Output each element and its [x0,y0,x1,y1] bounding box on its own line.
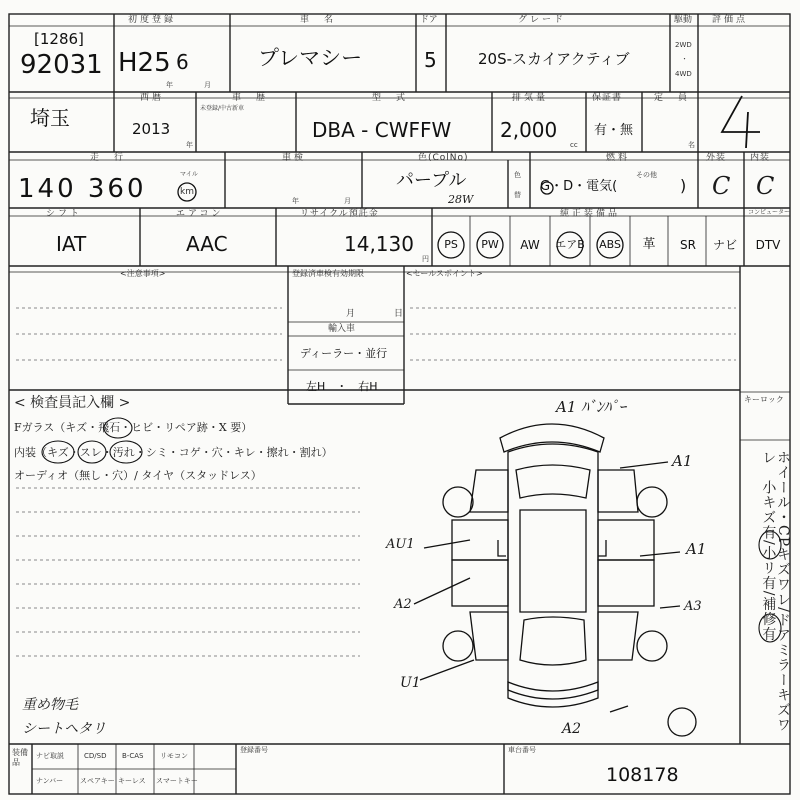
mileage-label: 走 行 [90,153,127,163]
month-unit: 月 [204,81,211,89]
exterior-grade: C [712,172,731,200]
model-type: DBA - CWFFW [312,118,452,142]
caution-label: <注意事項> [120,269,166,278]
equip-label: 純正装備品 [560,209,621,219]
damage-left-rear-door: A2 [394,597,412,612]
key-lock-label: キーロック [744,395,784,404]
frame-number: 108178 [606,764,679,786]
expiry-day: 日 [394,309,404,319]
option-spare-key: スペアキー [80,777,115,785]
sales-point-label: <セールスポイント> [406,269,483,278]
damage-left-front-door: AU1 [386,537,415,552]
disp-label: 排気量 [512,93,549,103]
option-keyless: キーレス [118,777,146,785]
mileage-km: km [180,187,194,197]
inspector-line-interior: 内装（キズ・スレ・汚れ・シミ・コゲ・穴・キレ・擦れ・割れ） [14,446,333,459]
frame-label: 車台番号 [508,746,536,754]
kiroku-label: 登録済車検有効期限 [292,269,364,278]
drive-label: 駆動 [674,15,693,25]
option-navi-manual: ナビ取説 [36,752,64,760]
displacement: 2,000 [500,118,558,142]
color-label: 色(ColNo) [418,153,469,163]
inspector-line-audio: オーディオ（無し・穴）/ タイヤ（スタッドレス） [14,469,262,482]
expiry-month: 月 [346,309,356,319]
option-bcas: B-CAS [122,752,144,760]
handwritten-note-2: シートヘタリ [22,721,106,737]
dealer-option: ディーラー・並行 [300,347,388,360]
import-label: 輸入車 [328,324,356,334]
equip-leather: 革 [642,237,656,252]
damage-right-fender: A1 [672,452,693,470]
equip-abs: ABS [599,238,621,251]
type-label: 型 式 [372,93,409,103]
drive-2wd: 2WD [675,41,692,49]
recycle-value: 14,130 [344,232,414,256]
side-vertical-note: ホイール・CPキズワレ/ドアミラーキズワレ 小キズ有/小リ有/補修有 [760,450,791,733]
equip-pw: PW [481,238,499,251]
ac-value: AAC [186,232,228,256]
history-sub: 未登録/中古新車 [200,105,245,112]
equip-navi: ナビ [712,238,737,252]
equip-airbag: エアB [555,238,585,251]
grade-value: 20S-スカイアクティブ [478,50,630,68]
capacity-label: 定 員 [654,93,691,103]
color-change-a: 色 [514,171,521,179]
damage-right-rear-door: A3 [684,599,702,614]
grade-label: グレード [518,15,567,25]
history-label: 車 歴 [232,93,269,103]
option-smart-key: スマートキー [156,777,198,785]
inspector-title: < 検査員記入欄 > [14,395,131,411]
inspect-month: 月 [344,197,351,205]
warranty-label: 保証書 [592,93,623,103]
color-value: パープル [396,170,467,191]
handwritten-note-1: 重め物毛 [22,697,78,713]
damage-right-front-door: A1 [686,540,707,558]
fuel-close: ) [680,176,687,195]
reg-label: 初度登録 [128,15,177,25]
fuel-options: G・D・電気( [540,179,618,194]
reg-number-label: 登録番号 [240,746,268,754]
yen-unit: 円 [422,255,429,263]
year-unit-2: 年 [186,141,193,149]
reg-month: 6 [176,50,189,74]
warranty-value: 有・無 [594,123,634,138]
exterior-label: 外装 [706,153,727,163]
mileage-mile: マイル [180,171,198,178]
damage-rear: A2 [562,721,582,737]
computer-label: コンピューター [748,209,791,216]
drive-dot: ・ [681,55,688,63]
inspection-label: 車検 [282,153,307,163]
car-name: プレマシー [258,46,363,70]
mileage-value: 140 360 [18,174,147,204]
damage-front: A1 ﾊﾞﾝﾊﾟｰ [556,398,627,416]
model-year: 2013 [132,120,171,138]
equip-sr: SR [680,238,696,252]
equip-aw: AW [520,238,540,252]
damage-left-rear: U1 [400,675,421,691]
option-number: ナンバー [36,777,64,785]
inspector-line-glass: Fガラス（キズ・飛石・ヒビ・リペア跡・X 要） [14,421,253,434]
drive-4wd: 4WD [675,70,692,78]
year-unit: 年 [166,81,173,89]
interior-label: 内装 [750,153,771,163]
ac-label: エアコン [176,209,224,219]
lot-number: 92031 [20,50,103,80]
door-label: ドア [420,15,438,25]
equip-dtv: DTV [755,238,781,252]
lot-bracket: [1286] [34,30,84,48]
capacity-unit: 名 [688,141,695,149]
eval-label: 評価点 [712,15,749,25]
inspect-year: 年 [292,197,299,205]
option-cd-sd: CD/SD [84,752,107,760]
cc-unit: cc [570,141,578,149]
shift-label: シフト [46,209,83,219]
option-remote: リモコン [160,752,188,760]
shift-value: IAT [56,232,87,256]
model-year-label: 西暦 [140,93,165,103]
fuel-label: 燃料 [606,153,631,163]
interior-grade: C [756,172,775,200]
equip-ps: PS [444,238,458,251]
handle-option: 左H ・ 右H [306,380,378,393]
options-label: 装備品 [12,748,28,767]
recycle-label: リサイクル預託金 [300,209,379,219]
color-code: 28W [448,193,474,206]
reg-year: H25 [118,48,171,78]
name-label: 車 名 [300,15,337,25]
prefecture: 埼玉 [30,106,70,130]
fuel-other: その他 [636,171,657,179]
color-change-b: 替 [514,191,521,199]
door-count: 5 [424,48,437,72]
